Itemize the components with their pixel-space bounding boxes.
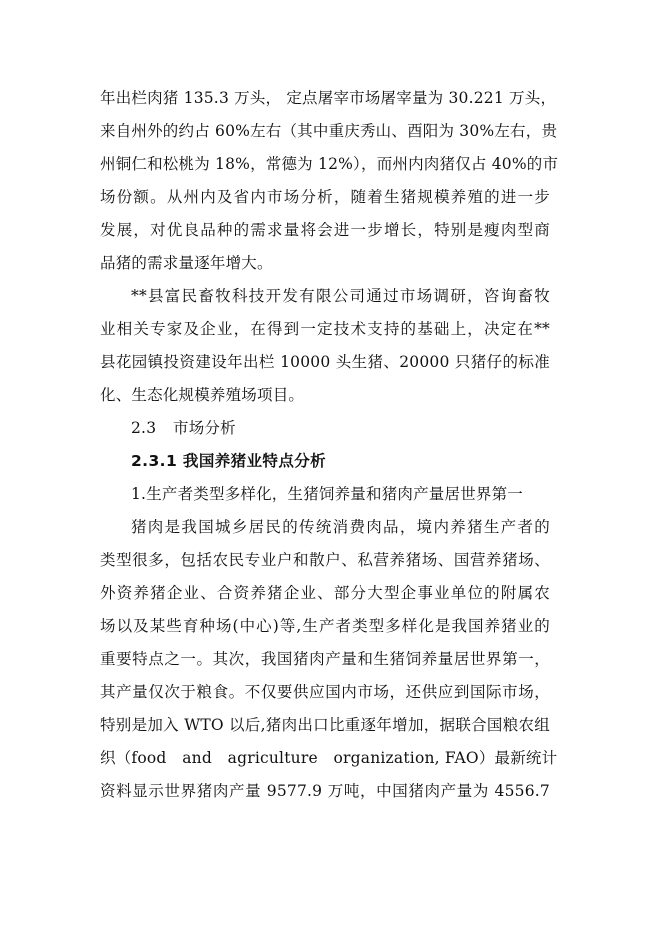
text-line: 业相关专家及企业，在得到一定技术支持的基础上，决定在** — [100, 320, 550, 338]
text-line: 类型很多，包括农民专业户和散户、私营养猪场、国营养猪场、 — [100, 551, 550, 569]
point-heading: 1.生产者类型多样化，生猪饲养量和猪肉产量居世界第一 — [131, 485, 523, 503]
text-line: 外资养猪企业、合资养猪企业、部分大型企事业单位的附属农 — [100, 584, 550, 602]
text-line: 县花园镇投资建设年出栏 10000 头生猪、20000 只猪仔的标准 — [100, 353, 550, 371]
text-line: 品猪的需求量逐年增大。 — [100, 254, 273, 272]
text-line: 州铜仁和松桃为 18%，常德为 12%），而州内肉猪仅占 40%的市 — [100, 155, 559, 173]
text-line: 其产量仅次于粮食。不仅要供应国内市场，还供应到国际市场， — [100, 683, 550, 701]
text-line: 资料显示世界猪肉产量 9577.9 万吨，中国猪肉产量为 4556.7 — [100, 782, 550, 800]
text-line: 来自州外的约占 60%左右（其中重庆秀山、酉阳为 30%左右，贵 — [100, 122, 558, 140]
subsection-heading: 2.3.1 我国养猪业特点分析 — [131, 452, 327, 470]
text-line: 特别是加入 WTO 以后,猪肉出口比重逐年增加，据联合国粮农组 — [100, 716, 550, 734]
text-line: 化、生态化规模养殖场项目。 — [100, 386, 305, 404]
paragraph-1 — [100, 82, 559, 280]
text-line: **县富民畜牧科技开发有限公司通过市场调研，咨询畜牧 — [131, 287, 550, 305]
text-line: 重要特点之一。其次，我国猪肉产量和生猪饲养量居世界第一， — [100, 650, 550, 668]
text-line: 发展，对优良品种的需求量将会进一步增长，特别是瘦肉型商 — [100, 221, 550, 239]
document-page — [100, 82, 559, 808]
section-title: 市场分析 — [173, 419, 236, 437]
text-line: 场份额。从州内及省内市场分析，随着生猪规模养殖的进一步 — [100, 188, 550, 206]
paragraph-2 — [100, 280, 550, 412]
text-line: 场以及某些育种场(中心)等,生产者类型多样化是我国养猪业的 — [100, 617, 550, 635]
section-number: 2.3 — [131, 419, 157, 437]
text-line: 织（food and agriculture organization, FAO）最新统计 — [100, 749, 558, 767]
paragraph-3 — [100, 511, 558, 808]
section-heading — [100, 412, 550, 445]
text-line: 年出栏肉猪 135.3 万头， 定点屠宰市场屠宰量为 30.221 万头， — [100, 89, 557, 107]
text-line: 猪肉是我国城乡居民的传统消费肉品，境内养猪生产者的 — [131, 518, 550, 536]
